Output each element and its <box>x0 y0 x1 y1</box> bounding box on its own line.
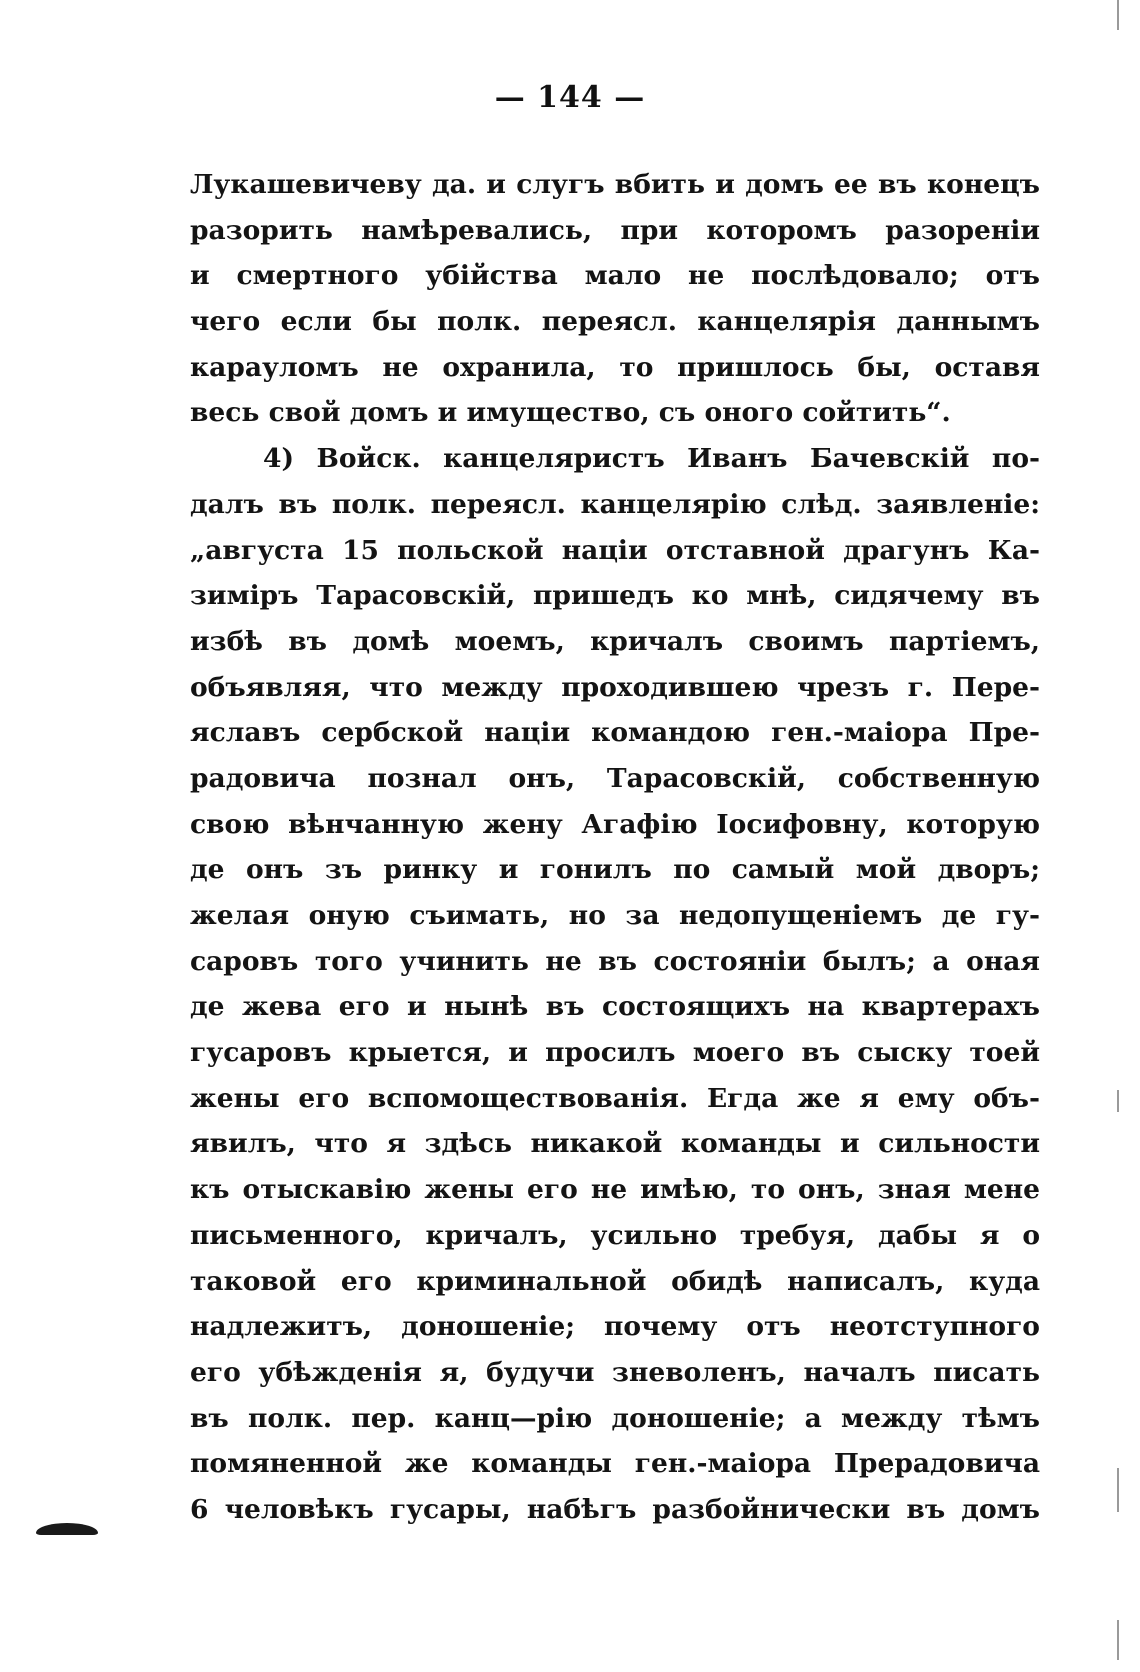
page-edge-mark <box>1117 1620 1119 1660</box>
page-number: — 144 — <box>494 80 646 115</box>
text-line: помяненной же команды ген.-маіора Прерадовича <box>190 1448 1040 1480</box>
text-line: объявляя, что между проходившею чрезъ г. Пере- <box>190 671 1040 703</box>
text-line: письменного, кричалъ, усильно требуя, дабы я о <box>190 1219 1040 1251</box>
text-line: далъ въ полк. переясл. канцелярію слѣд. заявленіе: <box>190 488 1040 520</box>
text-line: въ полк. пер. канц—рію доношеніе; а между тѣмъ <box>190 1402 1040 1434</box>
text-line: свою вѣнчанную жену Агафію Іосифовну, которую <box>190 808 1040 840</box>
page-edge-mark <box>1117 1090 1119 1112</box>
text-line: яславъ сербской націи командою ген.-маіора Пре- <box>190 717 1040 749</box>
text-line: радовича познал онъ, Тарасовскій, собственную <box>190 762 1040 794</box>
text-line: Лукашевичеву да. и слугъ вбить и домъ ее въ конецъ <box>190 169 1040 200</box>
text-line: жены его вспомоществованія. Егда же я ему объ- <box>190 1082 1040 1114</box>
text-line: къ отыскавію жены его не имѣю, то онъ, зная мене <box>190 1174 1040 1206</box>
page-edge-mark <box>1117 1468 1119 1512</box>
paragraph-start-line: 4) Войск. канцеляристъ Иванъ Бачевскій по- <box>263 443 1040 475</box>
text-line: разорить намѣревались, при которомъ разореніи <box>190 214 1040 246</box>
text-line: гусаровъ крыется, и просилъ моего въ сыску тоей <box>190 1037 1040 1069</box>
text-line: карауломъ не охранила, то пришлось бы, оставя <box>190 351 1040 383</box>
text-line: таковой его криминальной обидѣ написалъ, куда <box>190 1265 1040 1297</box>
text-line: весь свой домъ и имущество, съ оного сойтить“. <box>190 397 951 429</box>
text-line: избѣ въ домѣ моемъ, кричалъ своимъ партіемъ, <box>190 625 1040 657</box>
text-line: зиміръ Тарасовскій, пришедъ ко мнѣ, сидячему въ <box>190 580 1040 612</box>
ink-blot-mark <box>36 1523 98 1535</box>
text-line: чего если бы полк. переясл. канцелярія даннымъ <box>190 306 1040 338</box>
body-text <box>190 162 1040 1533</box>
text-line: надлежитъ, доношеніе; почему отъ неотступного <box>190 1311 1040 1343</box>
text-line: де онъ зъ ринку и гонилъ по самый мой дворъ; <box>190 854 1040 886</box>
text-line: де жева его и нынѣ въ состоящихъ на квартерахъ <box>190 991 1040 1023</box>
text-line: явилъ, что я здѣсь никакой команды и сильности <box>190 1128 1040 1160</box>
text-line: и смертного убійства мало не послѣдовало; отъ <box>190 260 1040 292</box>
text-line: желая оную съимать, но за недопущеніемъ де гу- <box>190 900 1040 931</box>
text-line: „августа 15 польской націи отставной драгунъ Ка- <box>190 534 1040 566</box>
text-line: саровъ того учинить не въ состояніи былъ; а оная <box>190 945 1040 977</box>
page-edge-mark <box>1117 0 1119 30</box>
text-line: его убѣжденія я, будучи зневоленъ, началъ писать <box>190 1356 1040 1388</box>
text-line: 6 человѣкъ гусары, набѣгъ разбойнически въ домъ <box>190 1493 1040 1525</box>
